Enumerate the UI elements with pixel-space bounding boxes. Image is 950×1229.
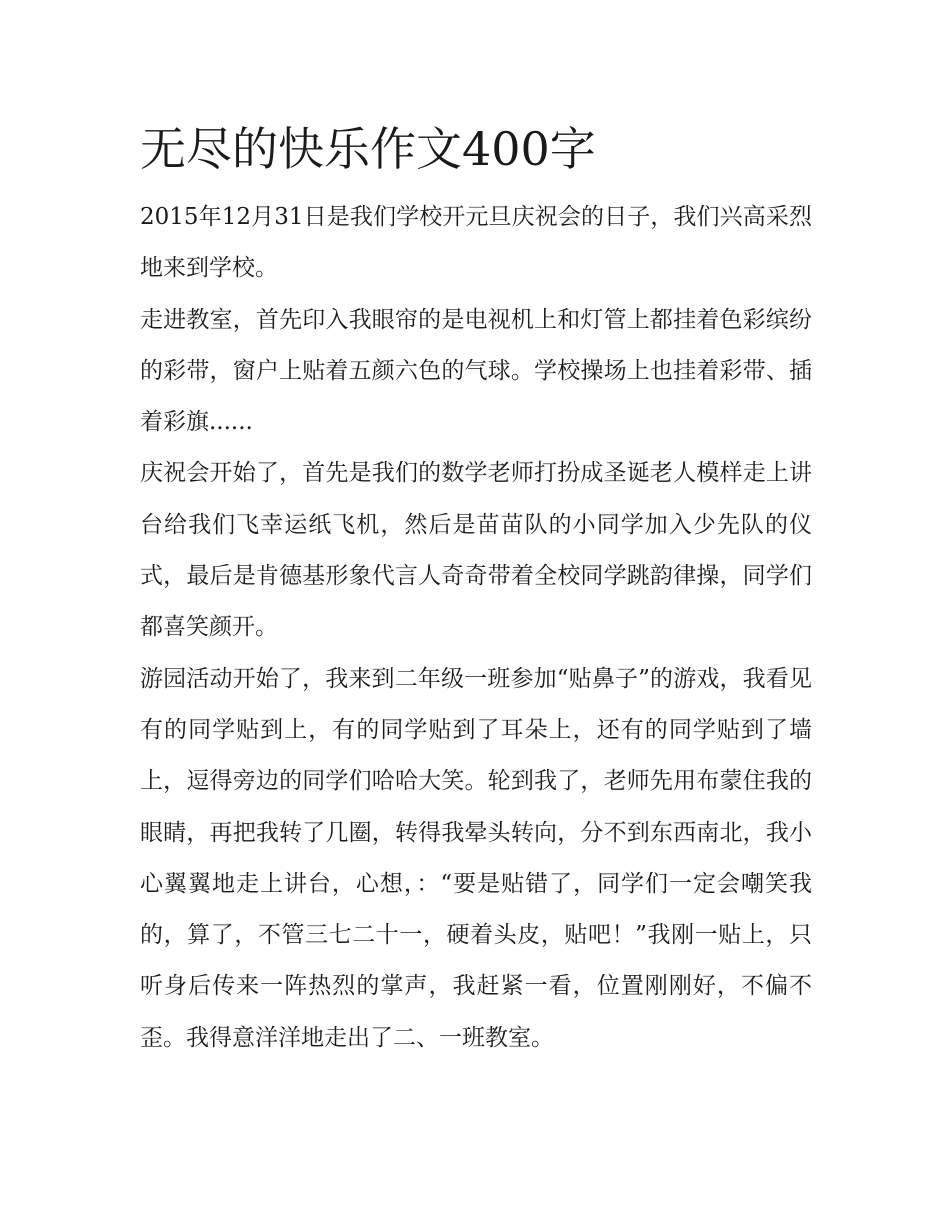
- document-body: [140, 118, 812, 1064]
- paragraph-2: 走进教室，首先印入我眼帘的是电视机上和灯管上都挂着色彩缤纷的彩带，窗户上贴着五颜六色的气球。学校操场上也挂着彩带、插着彩旗......: [140, 306, 812, 436]
- paragraph-1: 2015年12月31日是我们学校开元旦庆祝会的日子，我们兴高采烈地来到学校。: [140, 204, 812, 282]
- paragraph-4: 游园活动开始了，我来到二年级一班参加“贴鼻子”的游戏，我看见有的同学贴到上，有的同学贴到了耳朵上，还有的同学贴到了墙上，逗得旁边的同学们哈哈大笑。轮到我了，老师先用布蒙住我的眼睛，再把我转了几圈，转得我晕头转向，分不到东西南北，我小心翼翼地走上讲台，心想，：“要是贴错了，同学们一定会嘲笑我的，算了，不管三七二十一，硬着头皮，贴吧！”我刚一贴上，只听身后传来一阵热烈的掌声，我赶紧一看，位置刚刚好，不偏不歪。我得意洋洋地走出了二、一班教室。: [140, 665, 812, 1051]
- document-title: 无尽的快乐作文400字: [140, 122, 596, 176]
- paragraph-3: 庆祝会开始了，首先是我们的数学老师打扮成圣诞老人模样走上讲台给我们飞幸运纸飞机，然后是苗苗队的小同学加入少先队的仪式，最后是肯德基形象代言人奇奇带着全校同学跳韵律操，同学们都喜笑颜开。: [140, 460, 812, 641]
